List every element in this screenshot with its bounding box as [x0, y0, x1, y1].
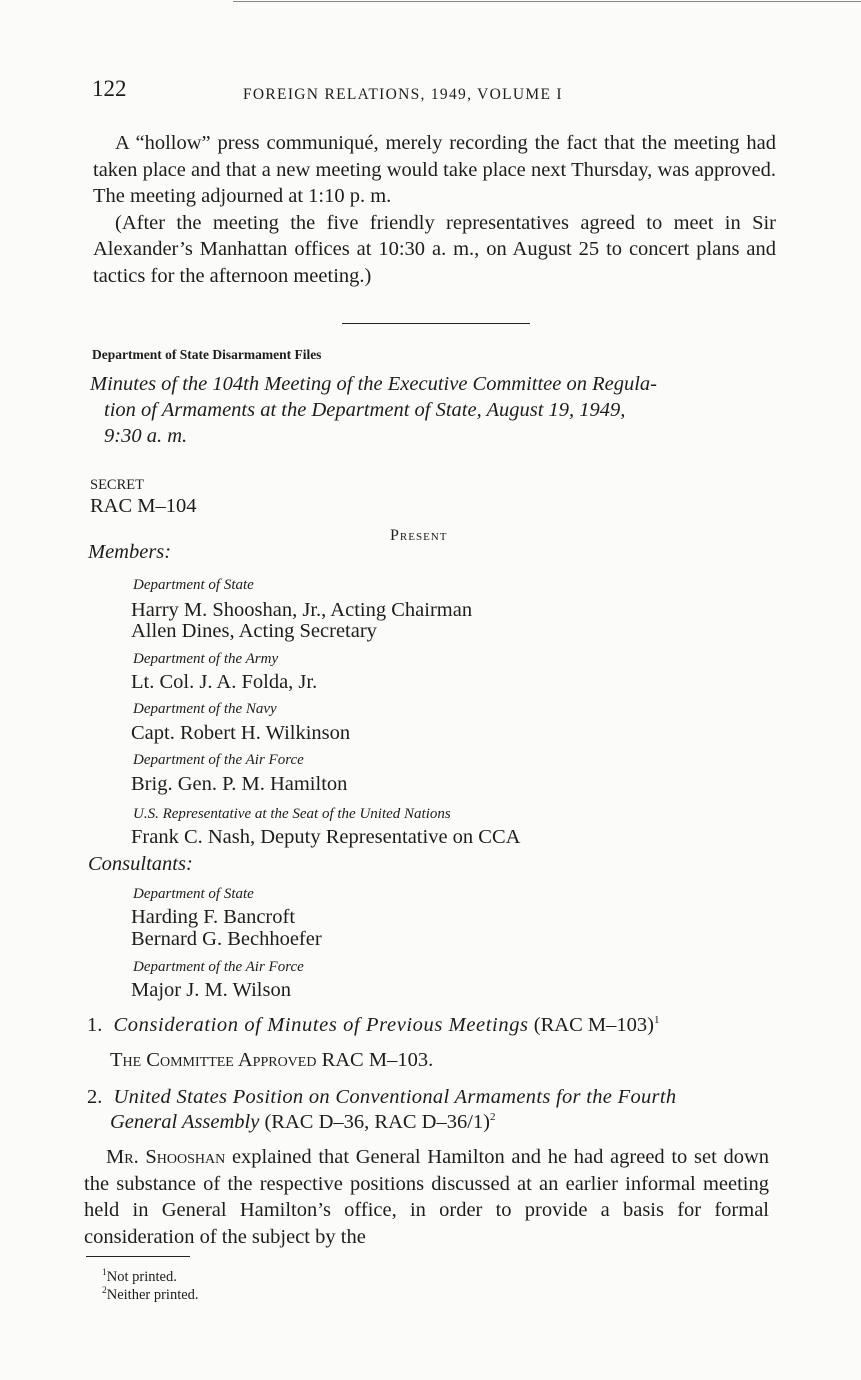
page-number: 122 — [92, 76, 127, 101]
agenda-item-1-decision — [110, 1049, 433, 1072]
agenda-item-number: 1. — [87, 1014, 103, 1036]
members-label: Members: — [88, 541, 172, 563]
member-dept-air-force: Department of the Air Force — [133, 752, 304, 768]
agenda-item-1 — [87, 1014, 659, 1037]
agenda-item-number: 2. — [87, 1086, 103, 1108]
document-title-line-1: Minutes of the 104th Meeting of the Executive Committee on Regula- — [90, 373, 658, 395]
footnote-marker: 1 — [653, 1014, 660, 1027]
running-head: FOREIGN RELATIONS, 1949, VOLUME I — [243, 86, 563, 103]
document-title-line-2: tion of Armaments at the Department of State, August 19, 1949, — [104, 399, 626, 421]
agenda-item-title: United States Position on Conventional Armaments for the Fourth — [113, 1086, 677, 1108]
consultants-label: Consultants: — [88, 853, 193, 875]
footnote-marker: 2 — [490, 1111, 496, 1124]
footnote-text: Not printed. — [106, 1269, 177, 1285]
member-dept-army: Department of the Army — [133, 651, 279, 667]
document-source: Department of State Disarmament Files — [92, 347, 322, 362]
agenda-item-reference: (RAC D–36, RAC D–36/1) — [264, 1111, 490, 1133]
member-name: Lt. Col. J. A. Folda, Jr. — [131, 671, 318, 693]
agenda-item-2-line-2 — [110, 1111, 496, 1134]
consultant-name: Major J. M. Wilson — [131, 979, 291, 1001]
member-name: Harry M. Shooshan, Jr., Acting Chairman — [131, 599, 473, 621]
agenda-item-title: Consideration of Minutes of Previous Meetings — [113, 1014, 529, 1036]
classification-label: SECRET — [90, 477, 144, 493]
member-name: Brig. Gen. P. M. Hamilton — [131, 773, 348, 795]
document-title — [90, 371, 774, 449]
footnote-2 — [102, 1287, 199, 1304]
document-reference: RAC M–104 — [90, 495, 197, 517]
consultant-name: Harding F. Bancroft — [131, 906, 296, 928]
consultant-dept-air-force: Department of the Air Force — [133, 959, 304, 975]
document-title-line-3: 9:30 a. m. — [104, 425, 188, 447]
consultant-dept-state: Department of State — [133, 886, 254, 902]
carryover-text — [93, 130, 776, 289]
committee-approved-caps: The Committee Approved — [110, 1049, 317, 1071]
decision-reference: RAC M–103. — [321, 1049, 434, 1071]
footnote-rule — [86, 1256, 190, 1257]
present-heading: Present — [390, 527, 448, 544]
member-dept-un-representative: U.S. Representative at the Seat of the United Nations — [133, 806, 451, 822]
member-dept-navy: Department of the Navy — [133, 701, 277, 717]
member-name: Capt. Robert H. Wilkinson — [131, 722, 351, 744]
speaker-name: Mr. Shooshan — [106, 1146, 226, 1168]
discussion-text: explained that General Hamilton and he had agreed to set down the substance of the respective positions discussed at an earlier informal meeting held in General Hamilton’s office, in order to provide a basis for formal consideration of the subject by the — [84, 1146, 770, 1248]
discussion-paragraph — [84, 1144, 769, 1250]
carryover-paragraph-1: A “hollow” press communiqué, merely recording the fact that the meeting had taken place and that a new meeting would take place next Thursday, was approved. The meeting adjourned at 1:10 p. m. — [93, 132, 776, 207]
footnote-mark: 1 — [102, 1268, 107, 1279]
page-top-edge-rule — [233, 1, 861, 2]
agenda-item-2-line-1 — [87, 1086, 676, 1109]
member-dept-state: Department of State — [133, 577, 254, 593]
footnote-1 — [102, 1269, 177, 1286]
footnote-mark: 2 — [102, 1286, 107, 1297]
consultant-name: Bernard G. Bechhoefer — [131, 928, 322, 950]
footnote-text: Neither printed. — [106, 1287, 199, 1303]
document-separator-rule — [342, 323, 530, 324]
carryover-paragraph-2: (After the meeting the five friendly representatives agreed to meet in Sir Alexander’s Manhattan offices at 10:30 a. m., on August 25 to concert plans and tactics for the afternoon meeting.) — [93, 211, 776, 287]
agenda-item-title-continued: General Assembly — [110, 1111, 260, 1133]
member-name: Frank C. Nash, Deputy Representative on CCA — [131, 826, 521, 848]
member-name: Allen Dines, Acting Secretary — [131, 620, 377, 642]
agenda-item-reference: (RAC M–103) — [533, 1014, 654, 1036]
